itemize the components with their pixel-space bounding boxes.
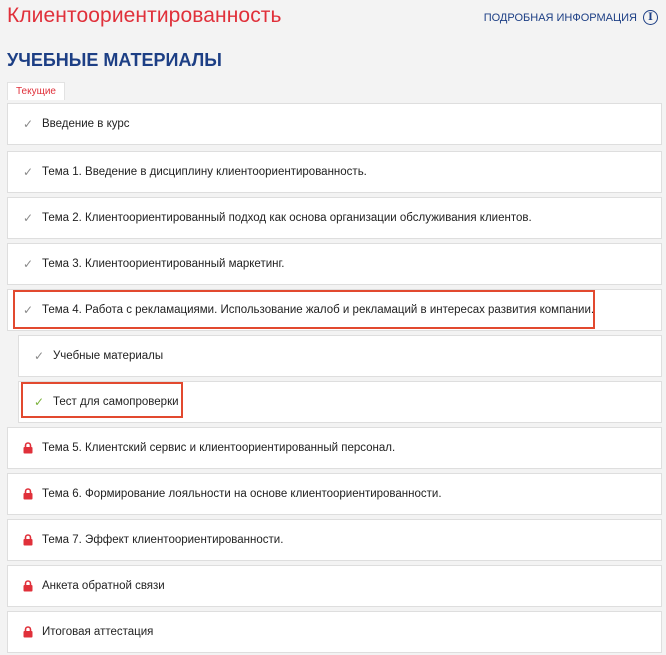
lock-icon	[21, 626, 35, 638]
list-item-label: Учебные материалы	[53, 350, 164, 362]
list-item-self-test[interactable]	[18, 381, 662, 423]
list-item-label: Тема 2. Клиентоориентированный подход как основа организации обслуживания клиентов.	[42, 212, 532, 224]
list-item-study-materials[interactable]	[18, 335, 662, 377]
info-icon: I	[643, 10, 658, 25]
lock-icon	[21, 580, 35, 592]
list-item-topic-2[interactable]	[7, 197, 662, 239]
list-item-feedback-form[interactable]	[7, 565, 662, 607]
list-item-label: Тема 4. Работа с рекламациями. Использование жалоб и рекламаций в интересах развития компании.	[42, 304, 595, 316]
list-item-label: Тема 6. Формирование лояльности на основе клиентоориентированности.	[42, 488, 442, 500]
more-info-label: ПОДРОБНАЯ ИНФОРМАЦИЯ	[483, 11, 637, 24]
list-item-topic-4[interactable]	[7, 289, 662, 331]
check-icon: ✓	[22, 211, 34, 225]
course-title: Клиентоориентированность	[7, 4, 282, 27]
check-icon: ✓	[22, 303, 34, 317]
list-item-label: Тест для самопроверки	[53, 396, 179, 408]
list-item-label: Тема 3. Клиентоориентированный маркетинг.	[42, 258, 285, 270]
list-item-topic-6[interactable]	[7, 473, 662, 515]
list-item-label: Итоговая аттестация	[42, 626, 154, 638]
list-item-final-assessment[interactable]	[7, 611, 662, 653]
list-item-label: Тема 1. Введение в дисциплину клиентоориентированность.	[42, 166, 367, 178]
lock-icon	[21, 534, 35, 546]
list-item-label: Тема 5. Клиентский сервис и клиентоориентированный персонал.	[42, 442, 396, 454]
section-heading: УЧЕБНЫЕ МАТЕРИАЛЫ	[7, 50, 222, 70]
list-item-label: Тема 7. Эффект клиентоориентированности.	[42, 534, 284, 546]
check-icon: ✓	[33, 349, 45, 363]
list-item-topic-3[interactable]	[7, 243, 662, 285]
list-item-intro[interactable]	[7, 103, 662, 145]
list-item-topic-1[interactable]	[7, 151, 662, 193]
more-info-link[interactable]	[484, 10, 658, 25]
check-icon: ✓	[33, 395, 45, 409]
list-item-label: Введение в курс	[42, 118, 130, 130]
list-item-label: Анкета обратной связи	[42, 580, 165, 592]
lock-icon	[21, 442, 35, 454]
lock-icon	[21, 488, 35, 500]
list-item-topic-7[interactable]	[7, 519, 662, 561]
tab-current[interactable]: Текущие	[7, 82, 65, 100]
check-icon: ✓	[22, 117, 34, 131]
check-icon: ✓	[22, 165, 34, 179]
check-icon: ✓	[22, 257, 34, 271]
list-item-topic-5[interactable]	[7, 427, 662, 469]
